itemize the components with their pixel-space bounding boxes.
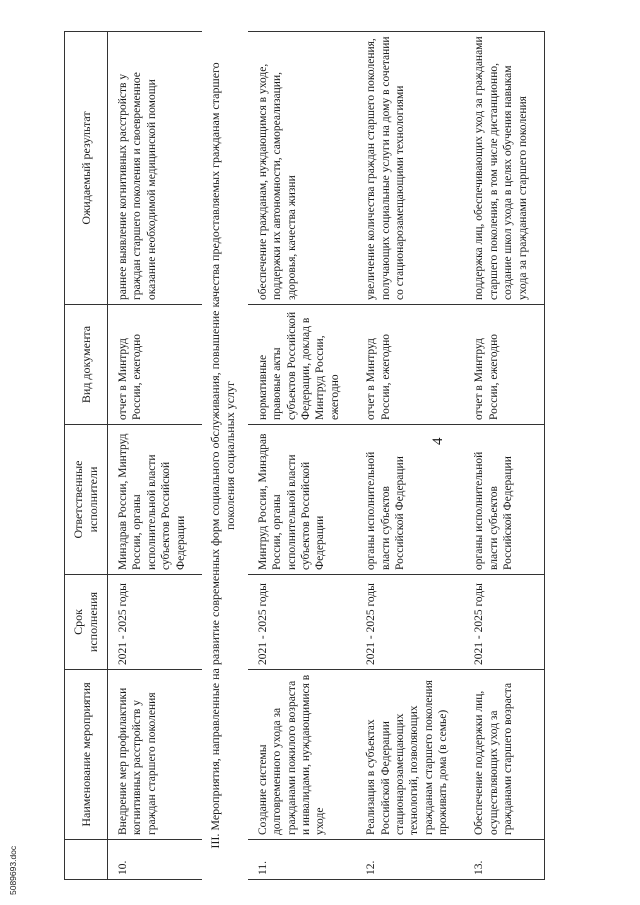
footer-document-code: 5089693.doc bbox=[8, 845, 18, 895]
responsible-executors: Минтруд России, Минздрав России, органы исполнительной власти субъектов Российской Федерации bbox=[248, 425, 356, 575]
column-header-executors: Ответственные исполнители bbox=[65, 425, 108, 575]
measure-name: Реализация в субъектах Российской Федерации стационарозамещающих технологий, позволяющих гражданам старшего поколения проживать дома (в семье) bbox=[356, 670, 464, 840]
row-number: 13. bbox=[464, 840, 544, 880]
section-title: III. Мероприятия, направленные на развитие современных форм социального обслуживания, повышение качества предоставляемых гражданам старшего поколения социальных услуг bbox=[207, 62, 237, 849]
column-header-name: Наименование мероприятия bbox=[65, 670, 108, 840]
table-row-12 bbox=[356, 32, 464, 880]
measure-name: Обеспечение поддержки лиц, осуществляющих уход за гражданами старшего возраста bbox=[464, 670, 544, 840]
execution-term: 2021 - 2025 годы bbox=[248, 575, 356, 670]
expected-result: поддержка лиц, обеспечивающих уход за гражданами старшего поколения, в том числе дистанционно, создание школ ухода в целях обучения навыкам ухода за гражданами старшего поколения bbox=[464, 32, 544, 305]
execution-term: 2021 - 2025 годы bbox=[464, 575, 544, 670]
column-header-result: Ожидаемый результат bbox=[65, 32, 108, 305]
column-header-document: Вид документа bbox=[65, 305, 108, 425]
execution-term: 2021 - 2025 годы bbox=[108, 575, 202, 670]
document-type: отчет в Минтруд России, ежегодно bbox=[108, 305, 202, 425]
column-header-term: Срок исполнения bbox=[65, 575, 108, 670]
measures-table bbox=[64, 31, 545, 880]
row-number: 12. bbox=[356, 840, 464, 880]
responsible-executors: Минздрав России, Минтруд России, органы исполнительной власти субъектов Российской Федерации bbox=[108, 425, 202, 575]
row-number: 11. bbox=[248, 840, 356, 880]
measure-name: Внедрение мер профилактики когнитивных расстройств у граждан старшего поколения bbox=[108, 670, 202, 840]
section-row bbox=[202, 32, 248, 880]
table-header-row bbox=[65, 32, 108, 880]
table-row-13 bbox=[464, 32, 544, 880]
table-row-10 bbox=[108, 32, 202, 880]
page-number: 4 bbox=[430, 437, 446, 445]
plan-table-sheet bbox=[64, 32, 574, 880]
expected-result: увеличение количества граждан старшего поколения, получающих социальные услуги на дому в сочетании со стационарозамещающими технологиями bbox=[356, 32, 464, 305]
execution-term: 2021 - 2025 годы bbox=[356, 575, 464, 670]
responsible-executors: органы исполнительной власти субъектов Российской Федерации bbox=[464, 425, 544, 575]
column-header-number bbox=[65, 840, 108, 880]
expected-result: обеспечение гражданам, нуждающимся в уходе, поддержки их автономности, самореализации, здоровья, качества жизни bbox=[248, 32, 356, 305]
table-row-11 bbox=[248, 32, 356, 880]
document-type: нормативные правовые акты субъектов Российской Федерации, доклад в Минтруд России, ежегодно bbox=[248, 305, 356, 425]
responsible-executors: органы исполнительной власти субъектов Российской Федерации bbox=[356, 425, 464, 575]
expected-result: раннее выявление когнитивных расстройств у граждан старшего поколения и своевременное оказание необходимой медицинской помощи bbox=[108, 32, 202, 305]
document-type: отчет в Минтруд России, ежегодно bbox=[464, 305, 544, 425]
document-type: отчет в Минтруд России, ежегодно bbox=[356, 305, 464, 425]
measure-name: Создание системы долговременного ухода за гражданами пожилого возраста и инвалидами, нуждающимися в уходе bbox=[248, 670, 356, 840]
row-number: 10. bbox=[108, 840, 202, 880]
